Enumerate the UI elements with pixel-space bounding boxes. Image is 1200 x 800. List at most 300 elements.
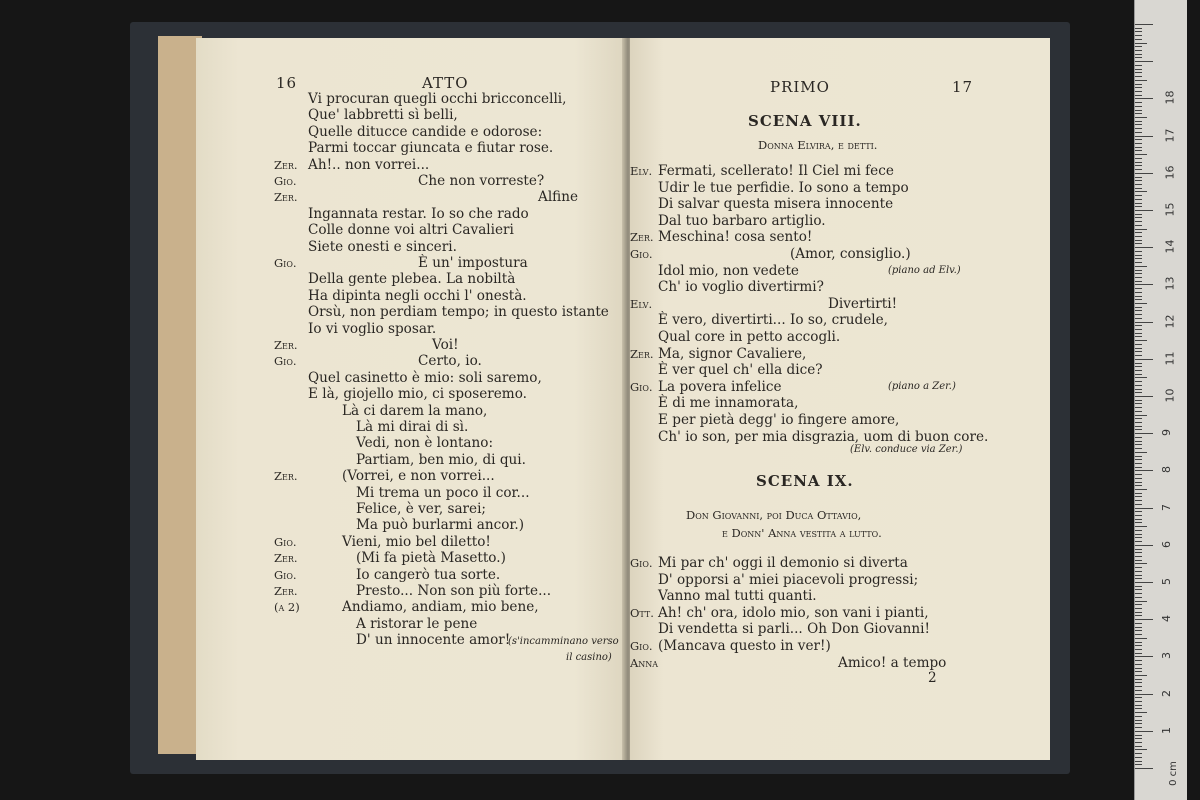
ruler-tick (1135, 221, 1142, 222)
verse-line: Ch' io son, per mia disgrazia, uom di buon core. (658, 428, 989, 445)
ruler-tick (1135, 582, 1153, 583)
ruler-tick (1135, 560, 1142, 561)
ruler-tick (1135, 448, 1142, 449)
ruler-tick (1135, 251, 1142, 252)
verse-line: Vi procuran quegli occhi bricconcelli, (308, 91, 567, 107)
verse-line: Ch' io voglio divertirmi? (658, 279, 824, 296)
ruler-number: 13 (1163, 276, 1177, 291)
ruler-tick (1135, 370, 1142, 371)
ruler-tick (1135, 299, 1142, 300)
ruler-tick (1135, 165, 1142, 166)
ruler-tick (1135, 403, 1142, 404)
ruler-tick (1135, 203, 1142, 204)
ruler-tick (1135, 496, 1142, 497)
ruler-number: 16 (1163, 165, 1177, 180)
ruler-tick (1135, 426, 1142, 427)
ruler-tick (1135, 318, 1142, 319)
ruler-number: 1 (1160, 726, 1173, 734)
verse-line: Io vi voglio sposar. (308, 320, 437, 337)
ruler-tick (1135, 482, 1142, 483)
ruler-tick (1135, 694, 1153, 695)
verse-line: Colle donne voi altri Cavalieri (308, 222, 514, 239)
ruler-tick (1135, 132, 1142, 133)
ruler-tick (1135, 441, 1142, 442)
speaker-label: Gio. (274, 174, 297, 188)
ruler-tick (1135, 764, 1142, 765)
verse-line: Partiam, ben mio, di qui. (356, 451, 526, 468)
stage-direction: (s'incamminano verso (508, 636, 619, 647)
speaker-label: Gio. (274, 567, 297, 582)
verse-line: Di salvar questa misera innocente (658, 196, 894, 213)
speaker-label: Gio. (274, 354, 297, 369)
verse-line: Mi trema un poco il cor... (356, 484, 530, 501)
verse-line: Ma, signor Cavaliere, (658, 345, 807, 362)
verse-line: Alfine (538, 189, 579, 206)
ruler-tick (1135, 65, 1142, 66)
ruler-tick (1135, 504, 1142, 505)
ruler-tick (1135, 80, 1147, 81)
ruler-tick (1135, 478, 1142, 479)
verse-line: Mi par ch' oggi il demonio si diverta (658, 555, 908, 571)
ruler-tick (1135, 76, 1142, 77)
scene-cast: e Donn' Anna vestita a lutto. (722, 526, 882, 540)
ruler-tick (1135, 110, 1142, 111)
ruler-tick (1135, 530, 1142, 531)
ruler-tick (1135, 593, 1142, 594)
ruler-tick (1135, 664, 1142, 665)
ruler-tick (1135, 638, 1147, 639)
scene-cast: Donna Elvira, e detti. (758, 138, 878, 152)
ruler-tick (1135, 143, 1142, 144)
ruler-tick (1135, 392, 1142, 393)
ruler-tick (1135, 158, 1142, 159)
ruler-tick (1135, 452, 1147, 453)
ruler-tick (1135, 344, 1142, 345)
ruler-tick (1135, 649, 1142, 650)
ruler-number: 15 (1163, 202, 1177, 217)
speaker-label: Anna (630, 655, 659, 670)
ruler-number: 2 (1160, 689, 1173, 697)
ruler-tick (1135, 72, 1142, 73)
verse-line: Io cangerò tua sorte. (356, 566, 501, 583)
verse-line: Que' labbretti sì belli, (308, 107, 458, 124)
ruler-unit-label: 0 cm (1167, 761, 1179, 786)
ruler-tick (1135, 270, 1142, 271)
ruler-tick (1135, 575, 1142, 576)
ruler-tick (1135, 348, 1142, 349)
ruler-tick (1135, 184, 1142, 185)
ruler-tick (1135, 91, 1142, 92)
verse-line: Quel casinetto è mio: soli saremo, (308, 369, 542, 386)
ruler-tick (1135, 604, 1142, 605)
ruler-number: 9 (1160, 429, 1173, 437)
page-number-right: 17 (952, 78, 974, 96)
signature-mark: 2 (928, 670, 937, 686)
ruler-tick (1135, 325, 1142, 326)
ruler-tick (1135, 742, 1142, 743)
speaker-label: Gio. (630, 556, 653, 570)
verse-line: È di me innamorata, (658, 395, 799, 412)
ruler-tick (1135, 396, 1153, 397)
ruler-tick (1135, 746, 1142, 747)
ruler-tick (1135, 407, 1142, 408)
ruler-tick (1135, 106, 1142, 107)
ruler-tick (1135, 682, 1142, 683)
verse-line: Orsù, non perdiam tempo; in questo istante (308, 304, 609, 321)
ruler-tick (1135, 69, 1142, 70)
ruler-tick (1135, 191, 1147, 192)
ruler-tick (1135, 537, 1142, 538)
ruler-tick (1135, 686, 1142, 687)
ruler-tick (1135, 515, 1142, 516)
verse-line: Presto... Non son più forte... (356, 583, 552, 599)
verse-line: Là mi dirai di sì. (356, 419, 469, 435)
ruler-tick (1135, 485, 1142, 486)
ruler-number: 18 (1163, 90, 1177, 105)
ruler-tick (1135, 169, 1142, 170)
ruler-tick (1135, 177, 1142, 178)
ruler-tick (1135, 668, 1142, 669)
speaker-label: Elv. (630, 164, 653, 178)
ruler-number: 8 (1160, 466, 1173, 474)
ruler-tick (1135, 571, 1142, 572)
ruler-tick (1135, 322, 1153, 323)
ruler-tick (1135, 411, 1142, 412)
ruler-tick (1135, 84, 1142, 85)
speaker-label: Zer. (630, 346, 654, 361)
verse-line: Dal tuo barbaro artiglio. (658, 212, 826, 229)
ruler-tick (1135, 61, 1153, 62)
ruler-tick (1135, 463, 1142, 464)
ruler-tick (1135, 336, 1142, 337)
ruler-tick (1135, 54, 1142, 55)
ruler-tick (1135, 415, 1147, 416)
ruler-tick (1135, 35, 1142, 36)
ruler-tick (1135, 597, 1142, 598)
ruler-tick (1135, 173, 1153, 174)
ruler-tick (1135, 671, 1142, 672)
ruler-tick (1135, 266, 1147, 267)
speaker-label: Zer. (274, 338, 298, 352)
ruler-number: 5 (1160, 578, 1173, 585)
verse-line: È vero, divertirti... Io so, crudele, (658, 312, 888, 329)
ruler-tick (1135, 150, 1142, 151)
ruler-tick (1135, 459, 1142, 460)
ruler-tick (1135, 508, 1153, 509)
ruler-tick (1135, 720, 1142, 721)
speaker-label: Gio. (630, 247, 653, 261)
ruler-tick (1135, 217, 1142, 218)
ruler-tick (1135, 124, 1142, 125)
ruler-tick (1135, 642, 1142, 643)
ruler-tick (1135, 310, 1142, 311)
ruler-tick (1135, 753, 1142, 754)
ruler-tick (1135, 377, 1147, 378)
speaker-label: Zer. (274, 551, 298, 566)
ruler-tick (1135, 255, 1142, 256)
ruler-tick (1135, 545, 1153, 546)
ruler-tick (1135, 586, 1142, 587)
speaker-label: Gio. (274, 534, 297, 549)
verse-line: Di vendetta si parli... Oh Don Giovanni! (658, 621, 930, 638)
ruler-number: 11 (1163, 351, 1177, 366)
ruler-tick (1135, 712, 1147, 713)
ruler-tick (1135, 121, 1142, 122)
ruler-tick (1135, 768, 1153, 769)
verse-line: Vieni, mio bel diletto! (342, 533, 491, 550)
ruler-tick (1135, 601, 1147, 602)
ruler-tick (1135, 199, 1142, 200)
ruler-tick (1135, 247, 1153, 248)
ruler-tick (1135, 437, 1142, 438)
ruler-tick (1135, 28, 1142, 29)
verse-line: Voi! (432, 337, 459, 353)
ruler-tick (1135, 229, 1147, 230)
ruler-tick (1135, 136, 1153, 137)
ruler-number: 3 (1160, 652, 1173, 660)
ruler-tick (1135, 102, 1142, 103)
scene-title: SCENA VIII. (748, 112, 862, 130)
ruler-tick (1135, 95, 1142, 96)
verse-line: Fermati, scellerato! Il Ciel mi fece (658, 163, 894, 179)
verse-line: Ah! ch' ora, idolo mio, son vani i pianti, (658, 604, 929, 621)
ruler-tick (1135, 549, 1142, 550)
ruler-tick (1135, 46, 1142, 47)
ruler-tick (1135, 381, 1142, 382)
ruler-number: 14 (1163, 239, 1177, 254)
verse-line: (Mancava questo in ver!) (658, 638, 831, 654)
ruler-tick (1135, 288, 1142, 289)
ruler-tick (1135, 359, 1153, 360)
ruler-tick (1135, 645, 1142, 646)
ruler-tick (1135, 57, 1142, 58)
speaker-label: Ott. (630, 605, 654, 620)
ruler-tick (1135, 340, 1147, 341)
ruler-number: 12 (1163, 314, 1177, 329)
ruler-tick (1135, 627, 1142, 628)
ruler-tick (1135, 690, 1142, 691)
ruler-tick (1135, 292, 1142, 293)
ruler-tick (1135, 98, 1153, 99)
verse-line: D' opporsi a' miei piacevoli progressi; (658, 571, 919, 588)
ruler-number: 10 (1163, 388, 1177, 403)
ruler-tick (1135, 556, 1142, 557)
speaker-label: Zer. (274, 584, 298, 598)
verse-line: Idol mio, non vedete (658, 262, 799, 279)
ruler-tick (1135, 738, 1142, 739)
verse-line: Amico! a tempo (838, 654, 947, 671)
ruler-tick (1135, 281, 1142, 282)
ruler-tick (1135, 526, 1147, 527)
ruler-tick (1135, 188, 1142, 189)
ruler-tick (1135, 374, 1142, 375)
ruler-tick (1135, 39, 1142, 40)
ruler-tick (1135, 355, 1142, 356)
ruler-number: 17 (1163, 128, 1177, 143)
ruler-tick (1135, 429, 1142, 430)
verse-line: (Mi fa pietà Masetto.) (356, 550, 506, 567)
ruler-tick (1135, 329, 1142, 330)
ruler-tick (1135, 236, 1142, 237)
verse-line: Quelle ditucce candide e odorose: (308, 123, 543, 140)
ruler-tick (1135, 307, 1142, 308)
ruler-tick (1135, 433, 1153, 434)
verse-line: Vanno mal tutti quanti. (658, 588, 817, 605)
ruler-tick (1135, 31, 1142, 32)
ruler-tick (1135, 195, 1142, 196)
ruler-tick (1135, 493, 1142, 494)
ruler-tick (1135, 534, 1142, 535)
verse-line: A ristorar le pene (356, 615, 478, 632)
ruler-tick (1135, 716, 1142, 717)
scene-title: SCENA IX. (756, 472, 854, 490)
left-page (196, 38, 626, 760)
ruler-tick (1135, 154, 1147, 155)
verse-line: Vedi, non è lontano: (356, 435, 494, 452)
verse-line: Ma può burlarmi ancor.) (356, 517, 525, 534)
verse-line: Certo, io. (418, 353, 482, 370)
speaker-label: Zer. (274, 469, 298, 484)
ruler-tick (1135, 262, 1142, 263)
ruler-tick (1135, 418, 1142, 419)
ruler-tick (1135, 679, 1142, 680)
ruler-tick (1135, 608, 1142, 609)
ruler-tick (1135, 422, 1142, 423)
ruler-tick (1135, 589, 1142, 590)
speaker-label: Zer. (274, 157, 298, 172)
ruler-tick (1135, 500, 1142, 501)
scene-cast: Don Giovanni, poi Duca Ottavio, (686, 508, 862, 522)
ruler-tick (1135, 147, 1142, 148)
ruler-tick (1135, 467, 1142, 468)
ruler-tick (1135, 761, 1142, 762)
ruler-tick (1135, 522, 1142, 523)
verse-line: Meschina! cosa sento! (658, 229, 813, 246)
ruler-tick (1135, 619, 1153, 620)
stage-direction: il casino) (566, 652, 612, 663)
ruler-tick (1135, 612, 1142, 613)
verse-line: La povera infelice (658, 378, 782, 395)
ruler-tick (1135, 117, 1147, 118)
ruler-tick (1135, 389, 1142, 390)
page-number-left: 16 (276, 74, 298, 92)
verse-line: Felice, è ver, sarei; (356, 501, 487, 517)
aside-direction: (piano ad Elv.) (888, 264, 961, 276)
measuring-ruler (1134, 0, 1187, 800)
ruler-tick (1135, 87, 1142, 88)
aside-direction: (piano a Zer.) (888, 380, 956, 392)
speaker-label: Elv. (630, 296, 653, 311)
ruler-tick (1135, 701, 1142, 702)
verse-line: Che non vorreste? (418, 173, 545, 189)
ruler-tick (1135, 444, 1142, 445)
speaker-label: Gio. (274, 256, 297, 270)
ruler-tick (1135, 214, 1142, 215)
ruler-number: 7 (1160, 503, 1173, 511)
ruler-tick (1135, 333, 1142, 334)
verse-line: Divertirti! (828, 295, 898, 312)
verse-line: Siete onesti e sinceri. (308, 238, 457, 255)
ruler-tick (1135, 541, 1142, 542)
ruler-tick (1135, 675, 1147, 676)
ruler-tick (1135, 243, 1142, 244)
ruler-tick (1135, 277, 1142, 278)
verse-line: Andiamo, andiam, mio bene, (342, 599, 539, 616)
verse-line: È ver quel ch' ella dice? (658, 362, 823, 379)
speaker-label: Gio. (630, 639, 653, 653)
ruler-tick (1135, 206, 1142, 207)
verse-line: (Vorrei, e non vorrei... (342, 468, 495, 485)
ruler-tick (1135, 757, 1142, 758)
ruler-tick (1135, 615, 1142, 616)
ruler-tick (1135, 470, 1153, 471)
ruler-tick (1135, 656, 1153, 657)
ruler-tick (1135, 139, 1142, 140)
stage-direction: (Elv. conduce via Zer.) (850, 444, 963, 455)
ruler-tick (1135, 232, 1142, 233)
ruler-tick (1135, 705, 1142, 706)
ruler-tick (1135, 731, 1153, 732)
ruler-tick (1135, 128, 1142, 129)
verse-line: D' un innocente amor! (356, 632, 511, 649)
ruler-tick (1135, 180, 1142, 181)
ruler-tick (1135, 708, 1142, 709)
speaker-label: Zer. (274, 190, 298, 205)
ruler-tick (1135, 24, 1153, 25)
speaker-label: (a 2) (274, 600, 300, 615)
ruler-tick (1135, 634, 1142, 635)
verse-line: Ah!.. non vorrei... (308, 156, 430, 173)
ruler-tick (1135, 162, 1142, 163)
ruler-tick (1135, 723, 1142, 724)
running-header-left: ATTO (422, 74, 469, 92)
ruler-tick (1135, 351, 1142, 352)
ruler-tick (1135, 296, 1142, 297)
ruler-tick (1135, 50, 1142, 51)
ruler-tick (1135, 258, 1142, 259)
ruler-tick (1135, 660, 1142, 661)
ruler-tick (1135, 303, 1147, 304)
verse-line: Ha dipinta negli occhi l' onestà. (308, 287, 527, 304)
ruler-tick (1135, 210, 1153, 211)
ruler-tick (1135, 567, 1142, 568)
ruler-tick (1135, 240, 1142, 241)
ruler-tick (1135, 400, 1142, 401)
ruler-tick (1135, 43, 1147, 44)
verse-line: (Amor, consiglio.) (790, 246, 911, 262)
ruler-tick (1135, 749, 1147, 750)
ruler-tick (1135, 314, 1142, 315)
right-page (630, 38, 1050, 760)
ruler-tick (1135, 511, 1142, 512)
verse-line: E là, giojello mio, ci sposeremo. (308, 386, 527, 403)
ruler-number: 4 (1160, 615, 1173, 623)
ruler-tick (1135, 563, 1147, 564)
ruler-tick (1135, 630, 1142, 631)
ruler-tick (1135, 113, 1142, 114)
verse-line: Ingannata restar. Io so che rado (308, 205, 529, 222)
verse-line: Udir le tue perfidie. Io sono a tempo (658, 179, 909, 196)
ruler-tick (1135, 727, 1142, 728)
verse-line: Là ci darem la mano, (342, 402, 488, 419)
ruler-tick (1135, 653, 1142, 654)
verse-line: Della gente plebea. La nobiltà (308, 271, 516, 288)
ruler-tick (1135, 552, 1142, 553)
ruler-number: 6 (1160, 540, 1173, 548)
ruler-tick (1135, 225, 1142, 226)
speaker-label: Gio. (630, 379, 653, 394)
ruler-tick (1135, 578, 1142, 579)
